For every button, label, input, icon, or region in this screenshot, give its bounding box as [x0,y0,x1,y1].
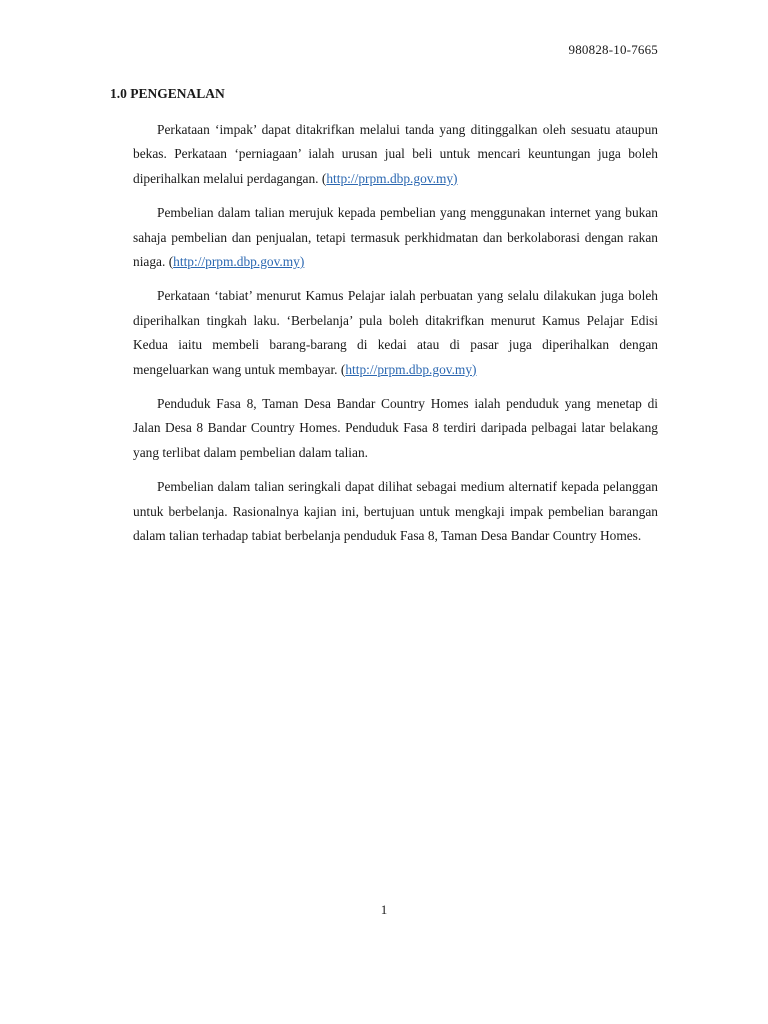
paragraph-text: Pembelian dalam talian merujuk kepada pembelian yang menggunakan internet yang bukan sahaja pembelian dan penjualan, tetapi termasuk perkhidmatan dan berkolaborasi dengan rakan niaga. ( [133,205,658,270]
paragraph-text: Pembelian dalam talian seringkali dapat dilihat sebagai medium alternatif kepada pelanggan untuk berbelanja. Rasionalnya kajian ini, bertujuan untuk mengkaji impak pembelian barangan dalam talian terhadap tabiat berbelanja penduduk Fasa 8, Taman Desa Bandar Country Homes. [133,479,658,544]
paragraph-text: Perkataan ‘tabiat’ menurut Kamus Pelajar ialah perbuatan yang selalu dilakukan juga boleh diperihalkan tingkah laku. ‘Berbelanja’ pula boleh ditakrifkan menurut Kamus Pelajar Edisi Kedua iaitu membeli barang-barang di kedai atau di pasar juga diperihalkan dengan mengeluarkan wang untuk membayar. ( [133,288,658,377]
body-text [133,118,658,559]
page-number: 1 [380,902,388,917]
paragraph-text: Perkataan ‘impak’ dapat ditakrifkan melalui tanda yang ditinggalkan oleh sesuatu ataupun bekas. Perkataan ‘perniagaan’ ialah urusan jual beli untuk mencari keuntungan juga boleh diperihalkan melalui perdagangan. ( [133,122,658,186]
reference-link[interactable]: http://prpm.dbp.gov.my) [326,170,458,186]
section-title: 1.0 PENGENALAN [110,86,225,101]
paragraph-online-purchase-definition [133,201,658,274]
student-id-header: 980828-10-7665 [568,42,658,57]
paragraph-text: Penduduk Fasa 8, Taman Desa Bandar Country Homes ialah penduduk yang menetap di Jalan Desa 8 Bandar Country Homes. Penduduk Fasa 8 terdiri daripada pelbagai latar belakang yang terlibat dalam pembelian dalam talian. [133,396,658,460]
paragraph-residents [133,392,658,465]
paragraph-rationale [133,475,658,548]
reference-link[interactable]: http://prpm.dbp.gov.my) [173,254,305,270]
paragraph-tabiat-definition [133,284,658,382]
reference-link[interactable]: http://prpm.dbp.gov.my) [345,361,477,377]
paragraph-impak-definition [133,118,658,191]
